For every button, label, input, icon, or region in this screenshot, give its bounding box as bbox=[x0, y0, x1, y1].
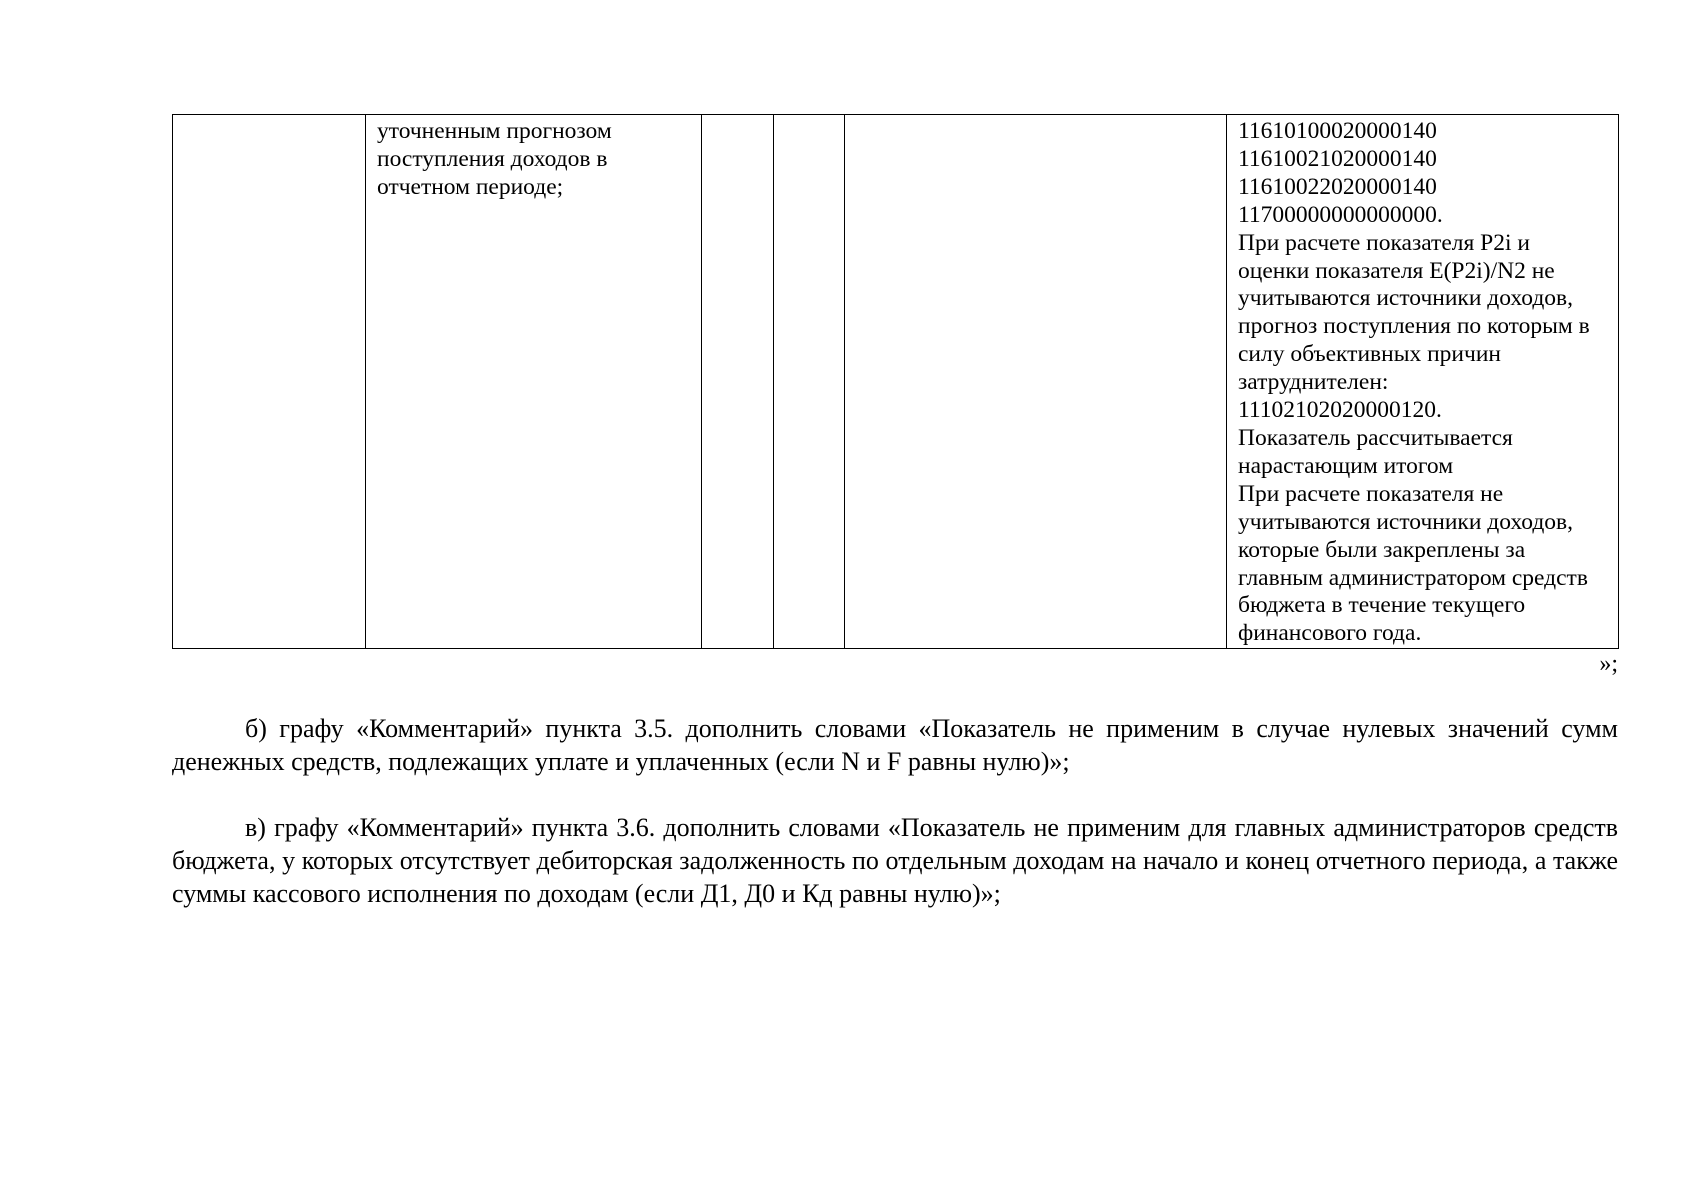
comment-line: главным администратором средств bbox=[1238, 564, 1588, 591]
comment-line: силу объективных причин bbox=[1238, 341, 1501, 368]
indicator-table bbox=[172, 114, 1619, 649]
paragraph-b: б) графу «Комментарий» пункта 3.5. дополнить словами «Показатель не применим в случае нулевых значений сумм денежных средств, подлежащих уплате и уплаченных (если N и F равны нулю)»; bbox=[172, 714, 1618, 776]
table-cell-empty-5 bbox=[845, 115, 1227, 649]
table-cell-empty-4 bbox=[774, 115, 845, 649]
comment-line: 11700000000000000. bbox=[1238, 201, 1443, 228]
closing-quote: »; bbox=[1599, 651, 1618, 677]
comment-line: 11610021020000140 bbox=[1238, 145, 1437, 172]
comment-line: затруднителен: bbox=[1238, 369, 1389, 396]
comment-line: финансового года. bbox=[1238, 620, 1422, 647]
description-text: уточненным прогнозом поступления доходов в отчетном периоде; bbox=[377, 118, 612, 200]
comment-line: учитываются источники доходов, bbox=[1238, 285, 1574, 312]
comment-line: При расчете показателя P2i и bbox=[1238, 229, 1530, 256]
table-cell-empty-3 bbox=[702, 115, 774, 649]
comment-line: прогноз поступления по которым в bbox=[1238, 313, 1590, 340]
table-cell-number bbox=[173, 115, 366, 649]
table-cell-description bbox=[366, 115, 702, 649]
comment-line: Показатель рассчитывается bbox=[1238, 424, 1513, 451]
comment-line: 11102102020000120. bbox=[1238, 397, 1442, 424]
comment-text bbox=[1227, 115, 1618, 648]
comment-line: 11610022020000140 bbox=[1238, 173, 1437, 200]
paragraph-v: в) графу «Комментарий» пункта 3.6. дополнить словами «Показатель не применим для главных администраторов средств бюджета, у которых отсутствует дебиторская задолженность по отдельным доходам на начало и конец отчетного периода, а также суммы кассового исполнения по доходам (если Д1, Д0 и Кд равны нулю)»; bbox=[172, 813, 1618, 908]
comment-line: При расчете показателя не bbox=[1238, 480, 1504, 507]
comment-line: учитываются источники доходов, bbox=[1238, 508, 1574, 535]
table-row bbox=[173, 115, 1619, 649]
comment-line: 11610100020000140 bbox=[1238, 118, 1437, 144]
comment-line: бюджета в течение текущего bbox=[1238, 592, 1526, 619]
comment-line: оценки показателя E(P2i)/N2 не bbox=[1238, 257, 1555, 284]
comment-line: нарастающим итогом bbox=[1238, 452, 1454, 479]
comment-line: которые были закреплены за bbox=[1238, 536, 1526, 563]
table-cell-comment bbox=[1227, 115, 1619, 649]
